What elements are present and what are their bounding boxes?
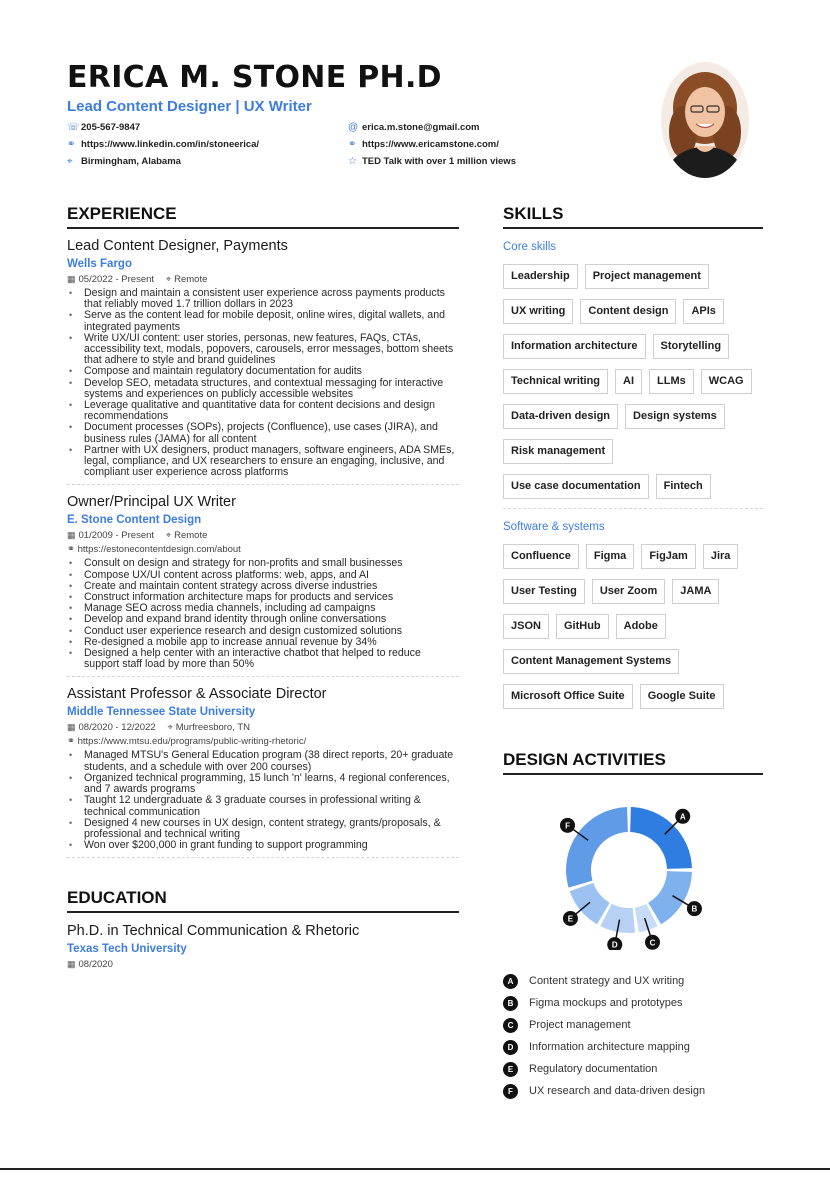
software-chip: Google Suite	[640, 684, 724, 709]
skill-chip: Storytelling	[653, 334, 730, 359]
skill-chip: LLMs	[649, 369, 694, 394]
legend-badge-icon: E	[503, 1062, 518, 1077]
software-chip: GitHub	[556, 614, 609, 639]
location-icon: ⌖	[67, 156, 73, 167]
star-icon: ☆	[348, 156, 357, 167]
job-link[interactable]: ⚭ https://www.mtsu.edu/programs/public-writing-rhetoric/	[67, 736, 307, 748]
legend-item: E Regulatory documentation	[503, 1058, 763, 1080]
skill-chip: UX writing	[503, 299, 573, 324]
software-chip: JAMA	[672, 579, 719, 604]
software-title: Software & systems	[503, 521, 605, 533]
software-chip: Figma	[586, 544, 634, 569]
job-dates: 01/2009 - Present	[78, 530, 155, 542]
candidate-title: Lead Content Designer | UX Writer	[67, 98, 312, 115]
list-item: • Conduct user experience research and design customized solutions	[67, 626, 459, 637]
software-chip: JSON	[503, 614, 549, 639]
location-pin-icon: ⌖	[167, 722, 173, 733]
legend-badge-icon: F	[503, 1084, 518, 1099]
legend-item: F UX research and data-driven design	[503, 1080, 763, 1102]
donut-label-c: C	[649, 938, 656, 948]
list-item: • Consult on design and strategy for non-profits and small businesses	[67, 558, 459, 569]
company-name: Middle Tennessee State University	[67, 706, 256, 719]
list-item: • Taught 12 undergraduate & 3 graduate courses in professional writing & technical communication	[67, 795, 459, 817]
education-heading: EDUCATION	[67, 888, 459, 913]
list-item: • Designed 4 new courses in UX design, content strategy, grants/proposals, & professional and technical writing	[67, 818, 459, 840]
calendar-icon: ▦	[67, 722, 76, 733]
job-dates: 05/2022 - Present	[78, 274, 155, 285]
location-pin-icon: ⌖	[166, 530, 172, 541]
job-bullets	[67, 750, 459, 851]
contact-phone: ☏ 205-567-9847	[67, 120, 348, 136]
list-item: • Document processes (SOPs), projects (Confluence), use cases (JIRA), and business rules (JAMA) for all content	[67, 422, 459, 444]
job-meta	[67, 272, 459, 287]
skill-chip: Design systems	[625, 404, 725, 429]
contact-linkedin[interactable]: ⚭ https://www.linkedin.com/in/stoneerica/	[67, 137, 348, 153]
link-icon: ⚭	[67, 544, 78, 556]
job-title: Lead Content Designer, Payments	[67, 238, 288, 254]
left-column	[67, 204, 459, 972]
legend-badge-icon: D	[503, 1040, 518, 1055]
list-item: • Designed a help center with an interactive chatbot that helped to reduce support staff load by more than 50%	[67, 648, 459, 670]
phone-icon: ☏	[67, 122, 80, 133]
donut-label-a: A	[679, 812, 686, 822]
skill-chip: Project management	[585, 264, 709, 289]
list-item: • Develop SEO, metadata structures, and contextual messaging for interactive systems and experiences on publicly accessible websites	[67, 378, 459, 400]
legend-item: D Information architecture mapping	[503, 1036, 763, 1058]
candidate-name: ERICA M. STONE PH.D	[67, 60, 442, 95]
email-icon: @	[348, 122, 359, 133]
calendar-icon: ▦	[67, 530, 76, 541]
software-chip: Adobe	[616, 614, 666, 639]
job-link[interactable]: ⚭ https://estonecontentdesign.com/about	[67, 544, 241, 556]
design-activities-legend	[503, 970, 763, 1102]
job-entry	[67, 493, 459, 677]
skill-chip: Leadership	[503, 264, 578, 289]
software-list	[503, 544, 763, 709]
job-entry	[67, 685, 459, 858]
software-chip: Jira	[703, 544, 739, 569]
list-item: • Compose and maintain regulatory documentation for audits	[67, 366, 459, 377]
skills-heading: SKILLS	[503, 204, 763, 229]
contact-location: ⌖ Birmingham, Alabama	[67, 154, 348, 170]
skill-chip: AI	[615, 369, 642, 394]
list-item: • Compose UX/UI content across platforms: web, apps, and AI	[67, 570, 459, 581]
job-entry	[67, 237, 459, 485]
job-bullets	[67, 558, 459, 670]
donut-label-e: E	[567, 914, 574, 924]
skill-chip: APIs	[683, 299, 723, 324]
list-item: • Partner with UX designers, product managers, software engineers, ADA SMEs, legal, compliance, and UX researchers to ensure an engaging, inclusive, and compliant user experience across platforms	[67, 445, 459, 479]
donut-slice-b	[648, 871, 692, 924]
job-location: Remote	[174, 274, 208, 285]
donut-slice-f	[566, 807, 628, 888]
skill-chip: WCAG	[701, 369, 752, 394]
legend-badge-icon: B	[503, 996, 518, 1011]
software-chip: Microsoft Office Suite	[503, 684, 633, 709]
resume-header	[67, 62, 627, 170]
list-item: • Create and maintain content strategy across diverse industries	[67, 581, 459, 592]
link-icon: ⚭	[67, 736, 78, 748]
calendar-icon: ▦	[67, 959, 76, 970]
software-chip: Confluence	[503, 544, 579, 569]
job-location: Remote	[174, 530, 208, 542]
skill-chip: Use case documentation	[503, 474, 649, 499]
link-icon: ⚭	[348, 139, 357, 150]
page-bottom-rule	[0, 1168, 830, 1170]
list-item: • Organized technical programming, 15 lunch 'n' learns, 4 regional conferences, and 7 awards programs	[67, 773, 459, 795]
list-item: • Managed MTSU's General Education program (38 direct reports, 20+ graduate students, and a schedule with over 200 courses)	[67, 750, 459, 772]
core-skills-title: Core skills	[503, 241, 557, 253]
list-item: • Leverage qualitative and quantitative data for content decisions and design recommendations	[67, 400, 459, 422]
job-title: Owner/Principal UX Writer	[67, 494, 236, 511]
list-item: • Won over $200,000 in grant funding to support programming	[67, 840, 459, 851]
software-chip: FigJam	[641, 544, 696, 569]
experience-heading: EXPERIENCE	[67, 204, 459, 229]
education-section	[67, 888, 459, 972]
list-item: • Re-designed a mobile app to increase annual revenue by 34%	[67, 637, 459, 648]
skill-chip: Information architecture	[503, 334, 646, 359]
software-chip: Content Management Systems	[503, 649, 679, 674]
list-item: • Construct information architecture maps for products and services	[67, 592, 459, 603]
list-item: • Write UX/UI content: user stories, personas, new features, FAQs, CTAs, accessibility text, modals, popovers, carousels, error messages, bottom sheets that adhere to style and brand guidelines	[67, 333, 459, 367]
donut-label-d: D	[611, 940, 618, 950]
design-activities-donut	[549, 790, 709, 950]
job-dates: 08/2020 - 12/2022	[78, 722, 156, 734]
donut-label-f: F	[565, 821, 570, 831]
calendar-icon: ▦	[67, 274, 76, 284]
donut-label-b: B	[691, 904, 698, 914]
list-item: • Manage SEO across media channels, including ad campaigns	[67, 603, 459, 614]
legend-item: C Project management	[503, 1014, 763, 1036]
core-skills-list	[503, 264, 763, 499]
legend-badge-icon: A	[503, 974, 518, 989]
right-column	[503, 204, 763, 775]
job-meta	[67, 720, 459, 735]
contact-website[interactable]: ⚭ https://www.ericamstone.com/	[348, 137, 608, 153]
legend-item: B Figma mockups and prototypes	[503, 992, 763, 1014]
company-name: Wells Fargo	[67, 258, 132, 270]
job-meta	[67, 528, 459, 543]
profile-photo	[661, 62, 749, 178]
list-item: • Design and maintain a consistent user experience across payments products that reliably moved 1.7 trillion dollars in 2023	[67, 288, 459, 310]
location-pin-icon: ⌖	[166, 274, 172, 284]
job-location: Murfreesboro, TN	[175, 722, 250, 734]
skill-chip: Risk management	[503, 439, 613, 464]
list-item: • Develop and expand brand identity through online conversations	[67, 614, 459, 625]
education-date: 08/2020	[78, 959, 113, 971]
link-icon: ⚭	[67, 139, 76, 150]
contact-achievement: ☆ TED Talk with over 1 million views	[348, 154, 608, 170]
skill-chip: Fintech	[656, 474, 711, 499]
skill-chip: Data-driven design	[503, 404, 618, 429]
design-activities-heading: DESIGN ACTIVITIES	[503, 750, 763, 775]
skill-chip: Content design	[580, 299, 676, 324]
degree-title: Ph.D. in Technical Communication & Rhetoric	[67, 923, 360, 940]
legend-badge-icon: C	[503, 1018, 518, 1033]
school-name: Texas Tech University	[67, 943, 187, 956]
job-bullets	[67, 288, 459, 478]
contact-email[interactable]: @ erica.m.stone@gmail.com	[348, 120, 608, 136]
company-name: E. Stone Content Design	[67, 514, 202, 527]
contact-list	[67, 120, 627, 170]
job-title: Assistant Professor & Associate Director	[67, 686, 327, 703]
legend-item: A Content strategy and UX writing	[503, 970, 763, 992]
software-chip: User Zoom	[592, 579, 665, 604]
software-chip: User Testing	[503, 579, 585, 604]
skill-chip: Technical writing	[503, 369, 608, 394]
divider	[503, 508, 763, 509]
list-item: • Serve as the content lead for mobile deposit, online wires, digital wallets, and integrated payments	[67, 310, 459, 332]
education-meta	[67, 957, 459, 972]
